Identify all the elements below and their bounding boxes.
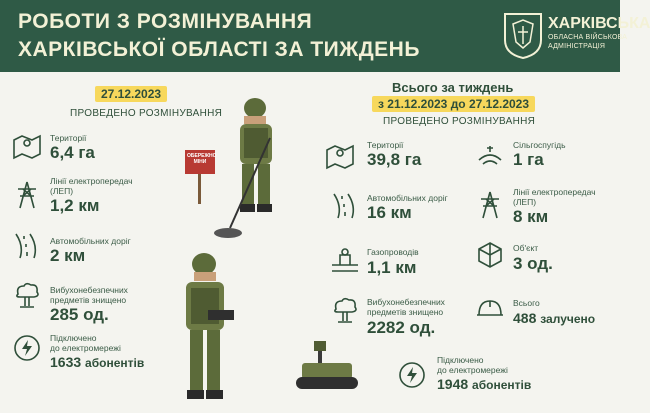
daily-explosive-label2: предметів знищено: [50, 295, 127, 305]
farmland-icon: [475, 140, 505, 170]
daily-connected-number: 1633: [50, 354, 82, 370]
page-title-line1: РОБОТИ З РОЗМІНУВАННЯ: [18, 10, 313, 33]
org-sub-line2: АДМІНІСТРАЦІЯ: [548, 43, 606, 50]
explosion-icon: [12, 280, 42, 310]
map-pin-icon: [325, 140, 355, 170]
daily-territory-value: 6,4 га: [50, 143, 95, 162]
weekly-total-number: 488: [513, 310, 537, 326]
daily-road-value: 2 км: [50, 246, 86, 265]
weekly-farmland-label: Сільгоспугідь: [513, 140, 566, 150]
weekly-total-label: Всього: [513, 298, 540, 308]
daily-territory-label: Території: [50, 133, 87, 143]
daily-connected-value: [50, 354, 144, 370]
plug-icon: [12, 333, 42, 363]
weekly-explosive-value: 2282 од.: [367, 318, 436, 337]
daily-road-label: Автомобільних доріг: [50, 236, 131, 246]
weekly-total-value: [513, 310, 595, 326]
daily-powerline-label1: Лінії електропередач: [50, 176, 133, 186]
daily-connected-unit: абонентів: [85, 356, 145, 370]
daily-powerline-label2: (ЛЕП): [50, 186, 74, 196]
weekly-powerline-value: 8 км: [513, 207, 549, 226]
plug-icon: [397, 360, 427, 390]
org-name: ХАРКІВСЬКА: [548, 15, 650, 32]
daily-date-badge: 27.12.2023: [95, 86, 167, 102]
sapper-with-detector-illustration: [160, 88, 300, 248]
map-pin-icon: [12, 130, 42, 160]
daily-caption: ПРОВЕДЕНО РОЗМІНУВАННЯ: [70, 108, 223, 119]
header-banner: [0, 0, 650, 72]
weekly-period-badge: з 21.12.2023 до 27.12.2023: [372, 96, 535, 112]
road-icon: [330, 190, 360, 220]
weekly-connected-label1: Підключено: [437, 355, 484, 365]
daily-powerline-value: 1,2 км: [50, 196, 100, 215]
daily-connected-label1: Підключено: [50, 333, 97, 343]
weekly-connected-label2: до електромережі: [437, 365, 508, 375]
daily-explosive-value: 285 од.: [50, 305, 109, 324]
explosion-icon: [330, 295, 360, 325]
warning-sign: [187, 153, 217, 165]
weekly-connected-value: [437, 376, 531, 392]
object-icon: [475, 240, 505, 270]
weekly-object-value: 3 од.: [513, 254, 553, 273]
power-tower-icon: [12, 180, 42, 210]
daily-explosive-label1: Вибухонебезпечних: [50, 285, 128, 295]
weekly-explosive-label2: предметів знищено: [367, 307, 444, 317]
weekly-territory-label: Території: [367, 140, 404, 150]
daily-connected-label2: до електромережі: [50, 343, 121, 353]
road-icon: [12, 230, 42, 260]
weekly-explosive-label1: Вибухонебезпечних: [367, 297, 445, 307]
weekly-caption: ПРОВЕДЕНО РОЗМІНУВАННЯ: [383, 116, 536, 127]
weekly-heading: Всього за тиждень: [392, 80, 514, 95]
org-sub-line1: ОБЛАСНА ВІЙСЬКОВА: [548, 34, 628, 41]
demining-robot-illustration: [288, 335, 368, 395]
weekly-road-label: Автомобільних доріг: [367, 193, 448, 203]
weekly-powerline-label1: Лінії електропередач: [513, 187, 596, 197]
gas-pipe-icon: [330, 245, 360, 275]
soldier-with-remote-illustration: [170, 248, 260, 408]
page-title-line2: ХАРКІВСЬКОЇ ОБЛАСТІ ЗА ТИЖДЕНЬ: [18, 38, 420, 61]
weekly-gas-label: Газопроводів: [367, 247, 419, 257]
coat-of-arms-icon: [502, 10, 544, 60]
weekly-total-unit: залучено: [540, 312, 596, 326]
power-tower-icon: [475, 190, 505, 220]
warning-sign-line1: ОБЕРЕЖНО: [187, 153, 217, 159]
weekly-object-label: Об'єкт: [513, 243, 539, 253]
helmet-icon: [475, 295, 505, 325]
weekly-territory-value: 39,8 га: [367, 150, 422, 169]
weekly-road-value: 16 км: [367, 203, 412, 222]
weekly-farmland-value: 1 га: [513, 150, 544, 169]
warning-sign-line2: МІНИ: [193, 159, 207, 165]
weekly-connected-unit: абонентів: [472, 378, 532, 392]
weekly-connected-number: 1948: [437, 376, 469, 392]
weekly-gas-value: 1,1 км: [367, 258, 417, 277]
weekly-powerline-label2: (ЛЕП): [513, 197, 537, 207]
